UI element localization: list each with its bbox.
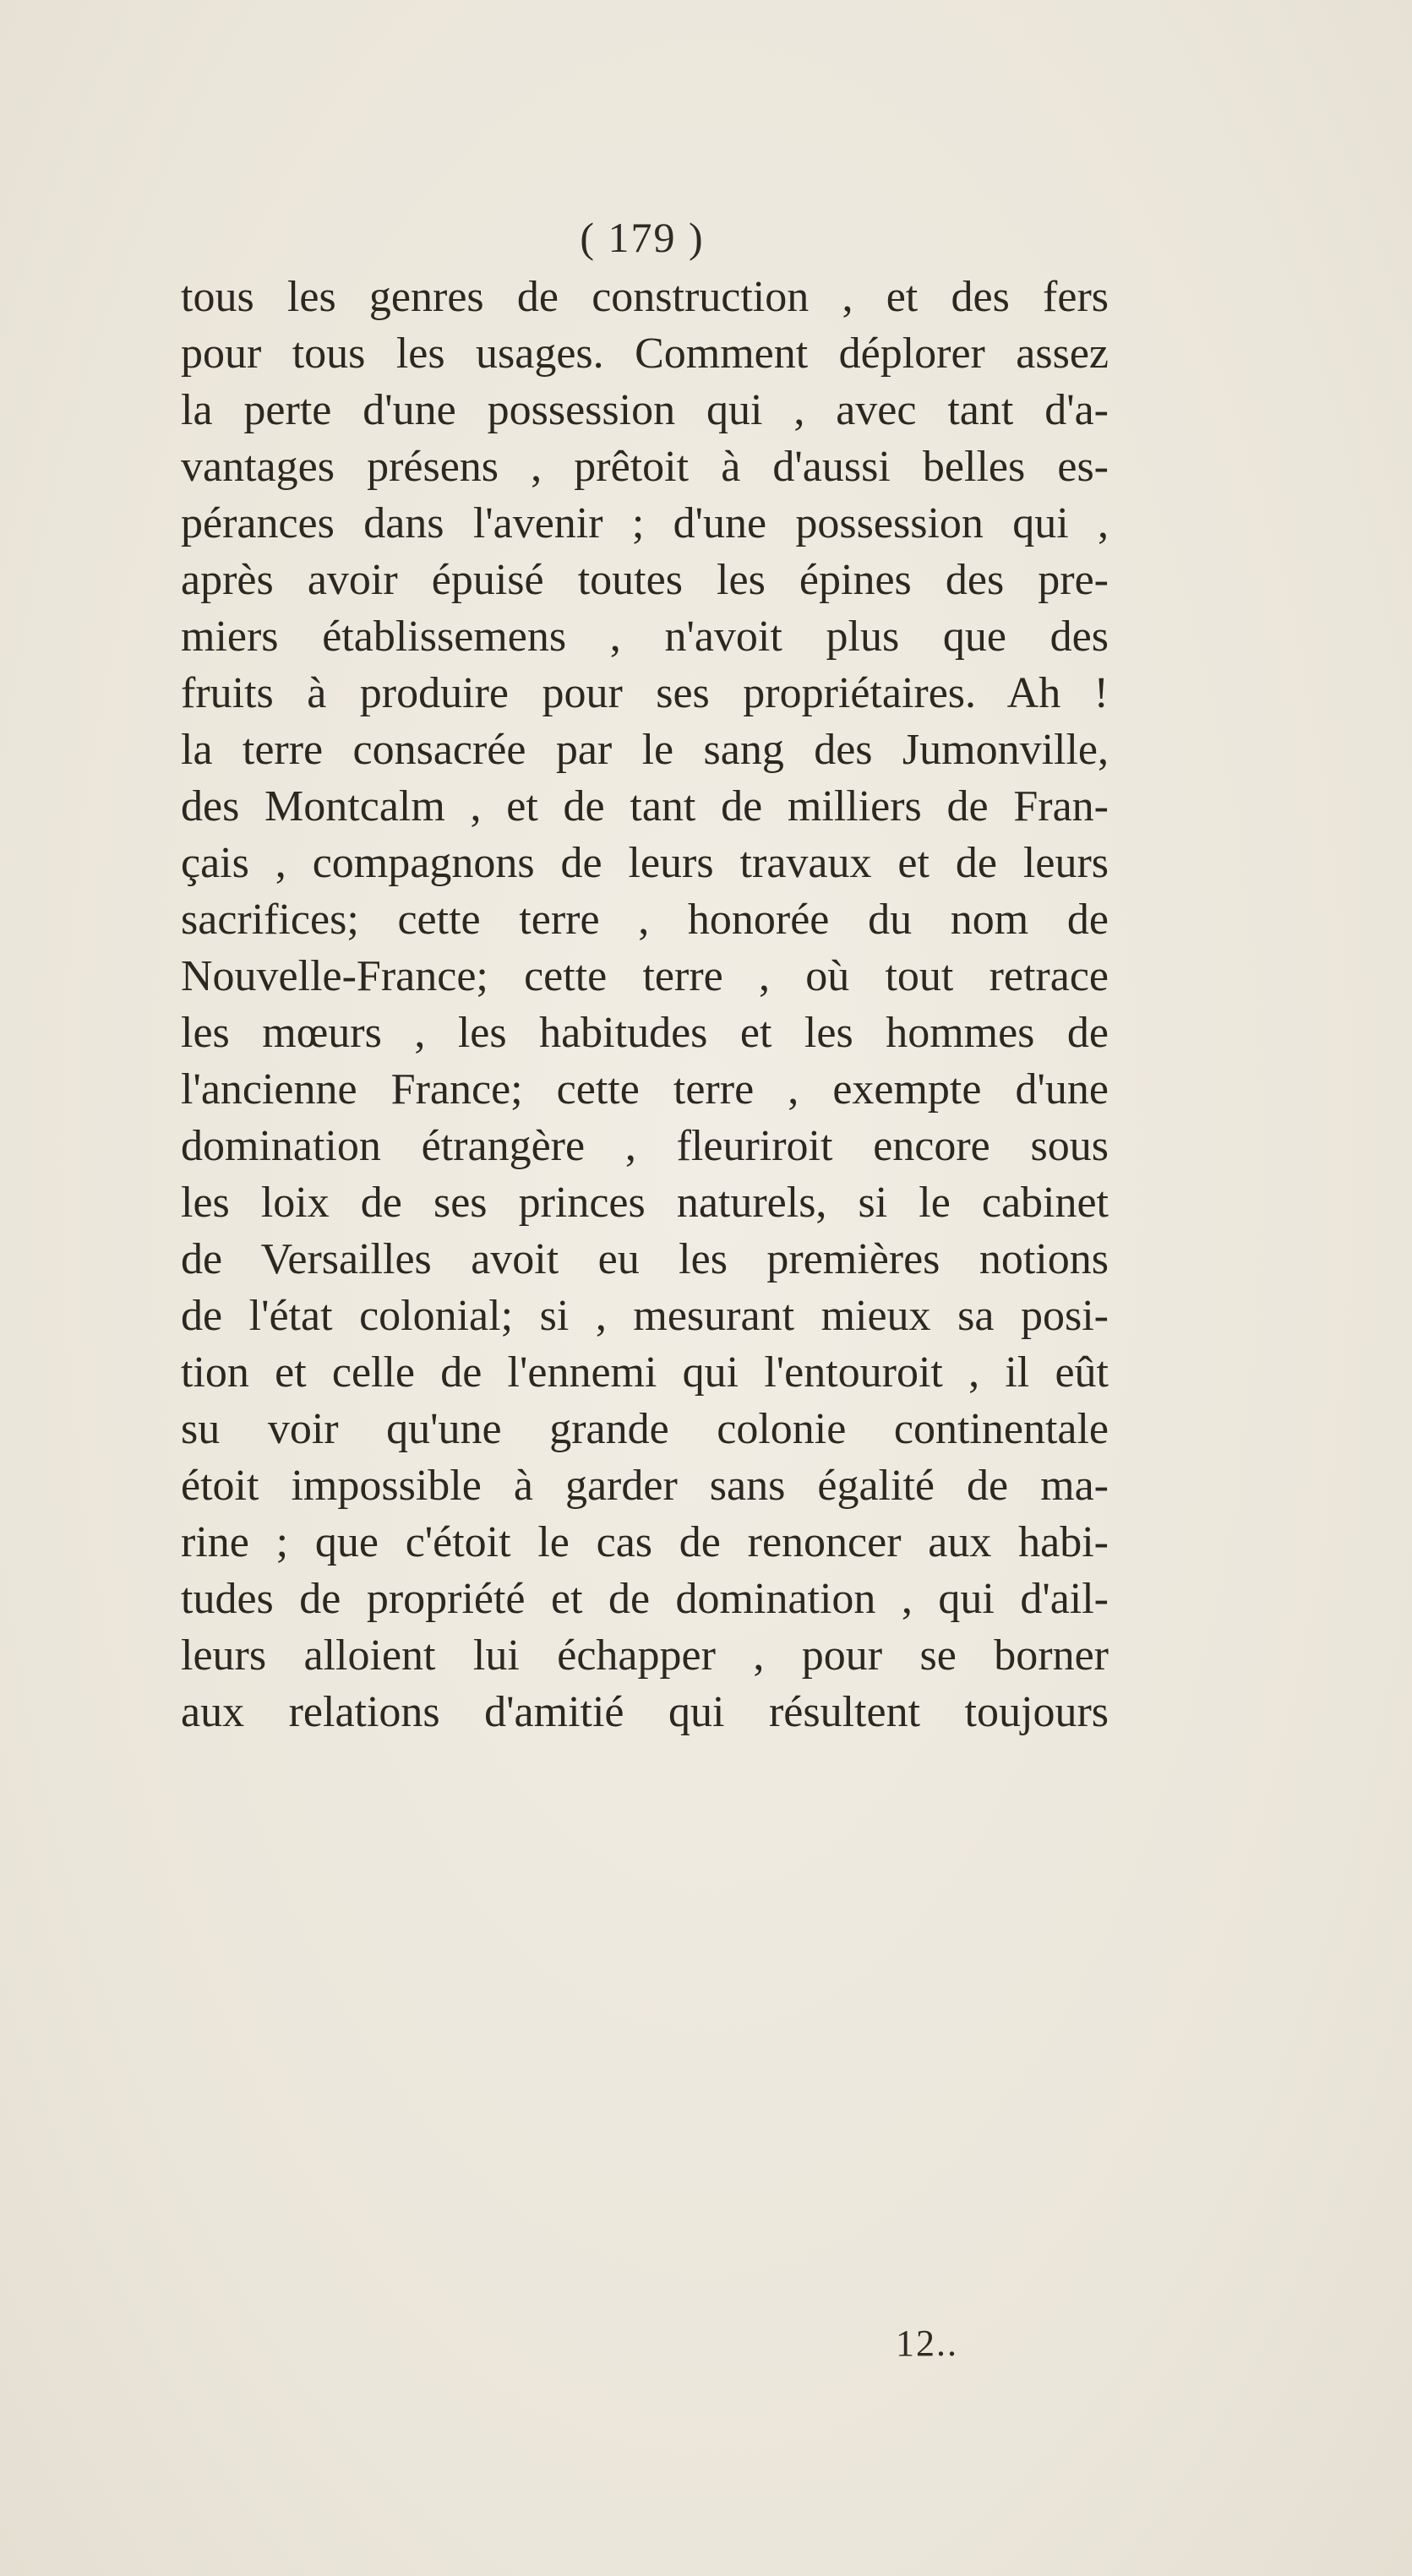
text-line: tous les genres de construction , et des fers — [181, 273, 1109, 321]
text-line: la perte d'une possession qui , avec tant d'a- — [181, 386, 1109, 434]
text-line: des Montcalm , et de tant de milliers de Fran- — [181, 782, 1109, 831]
text-line: tion et celle de l'ennemi qui l'entouroit , il eût — [181, 1348, 1109, 1397]
page-number: ( 179 ) — [580, 214, 705, 261]
text-line: après avoir épuisé toutes les épines des pre- — [181, 556, 1109, 604]
text-line: aux relations d'amitié qui résultent toujours — [181, 1688, 1109, 1736]
text-line: çais , compagnons de leurs travaux et de leurs — [181, 839, 1109, 887]
text-line: pérances dans l'avenir ; d'une possession qui , — [181, 499, 1109, 547]
text-line: fruits à produire pour ses propriétaires. Ah ! — [181, 669, 1109, 717]
text-line: miers établissemens , n'avoit plus que des — [181, 613, 1109, 661]
text-line: pour tous les usages. Comment déplorer assez — [181, 329, 1109, 378]
text-line: tudes de propriété et de domination , qui d'ail- — [181, 1575, 1109, 1623]
text-line: sacrifices; cette terre , honorée du nom de — [181, 896, 1109, 944]
text-line: domination étrangère , fleuriroit encore sous — [181, 1122, 1109, 1170]
text-line: de l'état colonial; si , mesurant mieux sa posi- — [181, 1292, 1109, 1340]
text-line: Nouvelle-France; cette terre , où tout retrace — [181, 952, 1109, 1000]
text-line: étoit impossible à garder sans égalité de ma- — [181, 1462, 1109, 1510]
text-line: la terre consacrée par le sang des Jumonville, — [181, 726, 1109, 774]
text-line: vantages présens , prêtoit à d'aussi belles es- — [181, 443, 1109, 491]
text-line: les loix de ses princes naturels, si le cabinet — [181, 1179, 1109, 1227]
signature-mark: 12.. — [896, 2323, 958, 2364]
text-line: leurs alloient lui échapper , pour se borner — [181, 1631, 1109, 1680]
text-line: l'ancienne France; cette terre , exempte d'une — [181, 1065, 1109, 1114]
text-line: rine ; que c'étoit le cas de renoncer aux habi- — [181, 1518, 1109, 1566]
text-line: de Versailles avoit eu les premières notions — [181, 1235, 1109, 1283]
text-line: les mœurs , les habitudes et les hommes de — [181, 1009, 1109, 1057]
body-text — [181, 269, 1109, 1740]
text-line: su voir qu'une grande colonie continentale — [181, 1405, 1109, 1453]
